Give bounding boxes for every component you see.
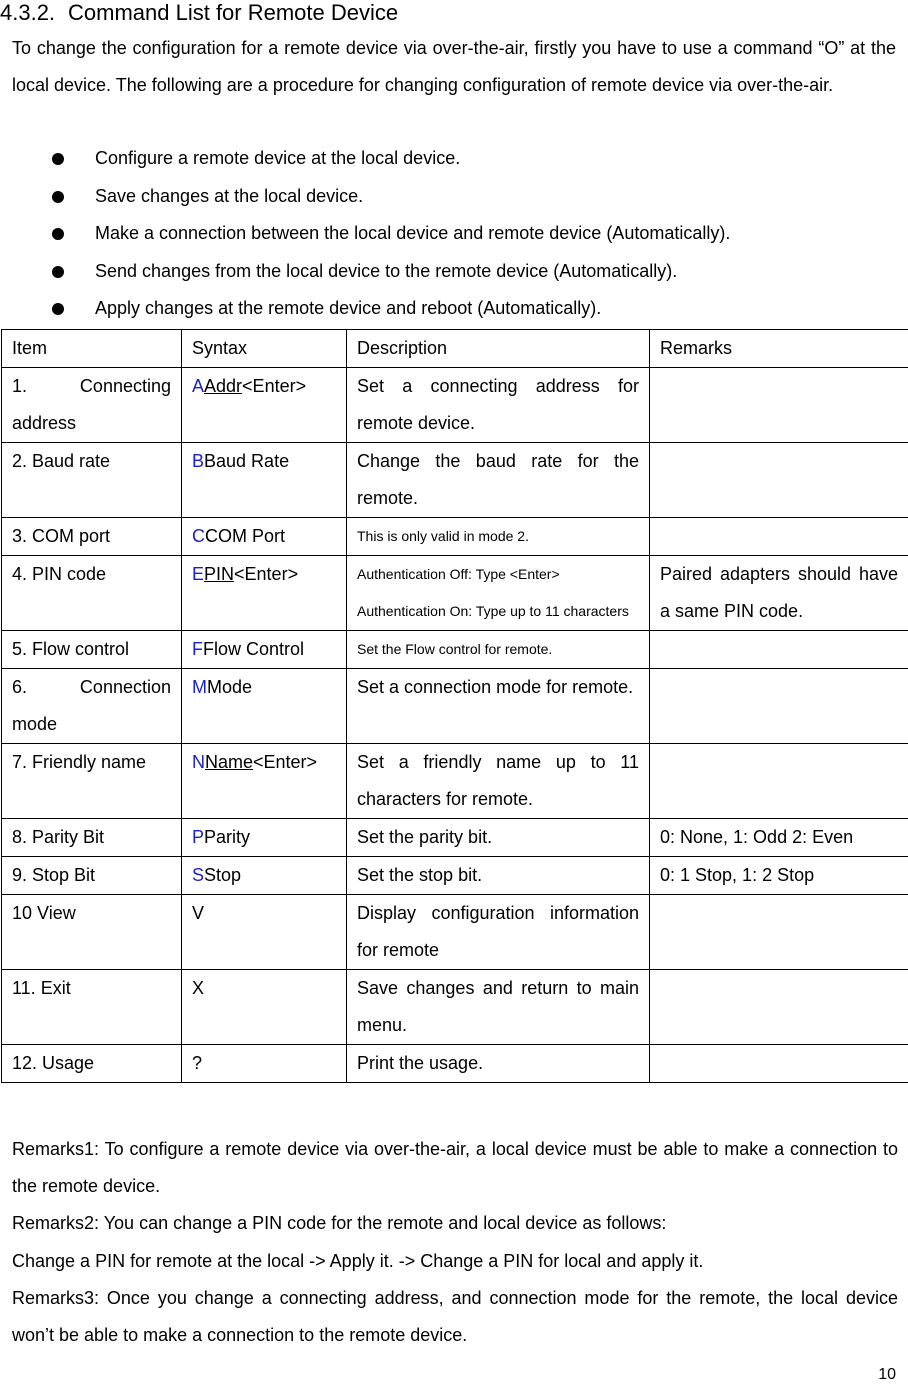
cell-description: Set a connection mode for remote. xyxy=(347,669,650,744)
bullet-icon xyxy=(52,191,64,203)
section-number: 4.3.2. xyxy=(0,0,56,25)
cell-description: Authentication Off: Type <Enter> Authentication On: Type up to 11 characters xyxy=(347,556,650,631)
cell-remarks xyxy=(650,895,908,970)
cell-syntax: V xyxy=(182,895,347,970)
table-row xyxy=(2,1045,908,1083)
page-number: 10 xyxy=(878,1366,896,1383)
cell-item: 5. Flow control xyxy=(2,631,182,669)
cell-syntax: BBaud Rate xyxy=(182,443,347,518)
cell-description: Set the stop bit. xyxy=(347,857,650,895)
command-table xyxy=(1,329,908,1083)
cell-remarks xyxy=(650,368,908,443)
list-item: Make a connection between the local device and remote device (Automatically). xyxy=(0,215,730,253)
cell-syntax: FFlow Control xyxy=(182,631,347,669)
cell-remarks xyxy=(650,744,908,819)
cell-remarks: Paired adapters should have a same PIN code. xyxy=(650,556,908,631)
header-remarks: Remarks xyxy=(650,330,908,368)
header-syntax: Syntax xyxy=(182,330,347,368)
cell-description: Print the usage. xyxy=(347,1045,650,1083)
cell-syntax: CCOM Port xyxy=(182,518,347,556)
cell-item: 10 View xyxy=(2,895,182,970)
remark-2: Remarks2: You can change a PIN code for the remote and local device as follows: xyxy=(12,1213,667,1234)
remark-1: Remarks1: To configure a remote device via over-the-air, a local device must be able to make a connection to the remote device. xyxy=(12,1139,898,1197)
cell-item: 11. Exit xyxy=(2,970,182,1045)
list-item: Save changes at the local device. xyxy=(0,178,730,216)
list-item: Apply changes at the remote device and reboot (Automatically). xyxy=(0,290,730,328)
table-row xyxy=(2,744,908,819)
table-row xyxy=(2,669,908,744)
cell-item: 9. Stop Bit xyxy=(2,857,182,895)
table-header-row xyxy=(2,330,908,368)
section-title: Command List for Remote Device xyxy=(68,0,399,25)
bullet-icon xyxy=(52,228,64,240)
cell-syntax: MMode xyxy=(182,669,347,744)
cell-description: Change the baud rate for the remote. xyxy=(347,443,650,518)
cell-description: This is only valid in mode 2. xyxy=(347,518,650,556)
cell-item: 2. Baud rate xyxy=(2,443,182,518)
procedure-list xyxy=(0,140,730,328)
cell-description: Set a friendly name up to 11 characters for remote. xyxy=(347,744,650,819)
table-row xyxy=(2,819,908,857)
list-item: Configure a remote device at the local device. xyxy=(0,140,730,178)
table-row xyxy=(2,443,908,518)
cell-remarks xyxy=(650,970,908,1045)
table-row xyxy=(2,895,908,970)
cell-syntax: X xyxy=(182,970,347,1045)
cell-item: 7. Friendly name xyxy=(2,744,182,819)
cell-item: 6. Connection mode xyxy=(2,669,182,744)
cell-description: Set the Flow control for remote. xyxy=(347,631,650,669)
cell-syntax: NName<Enter> xyxy=(182,744,347,819)
section-heading xyxy=(0,0,398,26)
cell-syntax: AAddr<Enter> xyxy=(182,368,347,443)
bullet-icon xyxy=(52,266,64,278)
cell-remarks xyxy=(650,443,908,518)
cell-syntax: ? xyxy=(182,1045,347,1083)
cell-item: 8. Parity Bit xyxy=(2,819,182,857)
cell-remarks xyxy=(650,631,908,669)
intro-paragraph: To change the configuration for a remote device via over-the-air, firstly you have to use a command “O” at the local device. The following are a procedure for changing configuration of remote device via over-the-air. xyxy=(12,38,896,95)
cell-remarks xyxy=(650,1045,908,1083)
cell-syntax: PParity xyxy=(182,819,347,857)
table-row xyxy=(2,518,908,556)
remarks-section xyxy=(12,1131,898,1354)
cell-item: 1. Connecting address xyxy=(2,368,182,443)
bullet-icon xyxy=(52,153,64,165)
cell-description: Display configuration information for remote xyxy=(347,895,650,970)
table-row xyxy=(2,368,908,443)
table-row xyxy=(2,970,908,1045)
cell-remarks: 0: None, 1: Odd 2: Even xyxy=(650,819,908,857)
cell-description: Save changes and return to main menu. xyxy=(347,970,650,1045)
cell-item: 3. COM port xyxy=(2,518,182,556)
cell-description: Set the parity bit. xyxy=(347,819,650,857)
remark-2-detail: Change a PIN for remote at the local -> Apply it. -> Change a PIN for local and apply it. xyxy=(12,1250,704,1271)
cell-item: 4. PIN code xyxy=(2,556,182,631)
cell-remarks: 0: 1 Stop, 1: 2 Stop xyxy=(650,857,908,895)
header-item: Item xyxy=(2,330,182,368)
cell-syntax: EPIN<Enter> xyxy=(182,556,347,631)
list-item: Send changes from the local device to the remote device (Automatically). xyxy=(0,253,730,291)
table-row xyxy=(2,556,908,631)
table-row xyxy=(2,631,908,669)
cell-description: Set a connecting address for remote device. xyxy=(347,368,650,443)
remark-3: Remarks3: Once you change a connecting address, and connection mode for the remote, the local device won’t be able to make a connection to the remote device. xyxy=(12,1287,898,1346)
cell-remarks xyxy=(650,518,908,556)
bullet-icon xyxy=(52,303,64,315)
table-row xyxy=(2,857,908,895)
header-description: Description xyxy=(347,330,650,368)
cell-remarks xyxy=(650,669,908,744)
cell-item: 12. Usage xyxy=(2,1045,182,1083)
cell-syntax: SStop xyxy=(182,857,347,895)
